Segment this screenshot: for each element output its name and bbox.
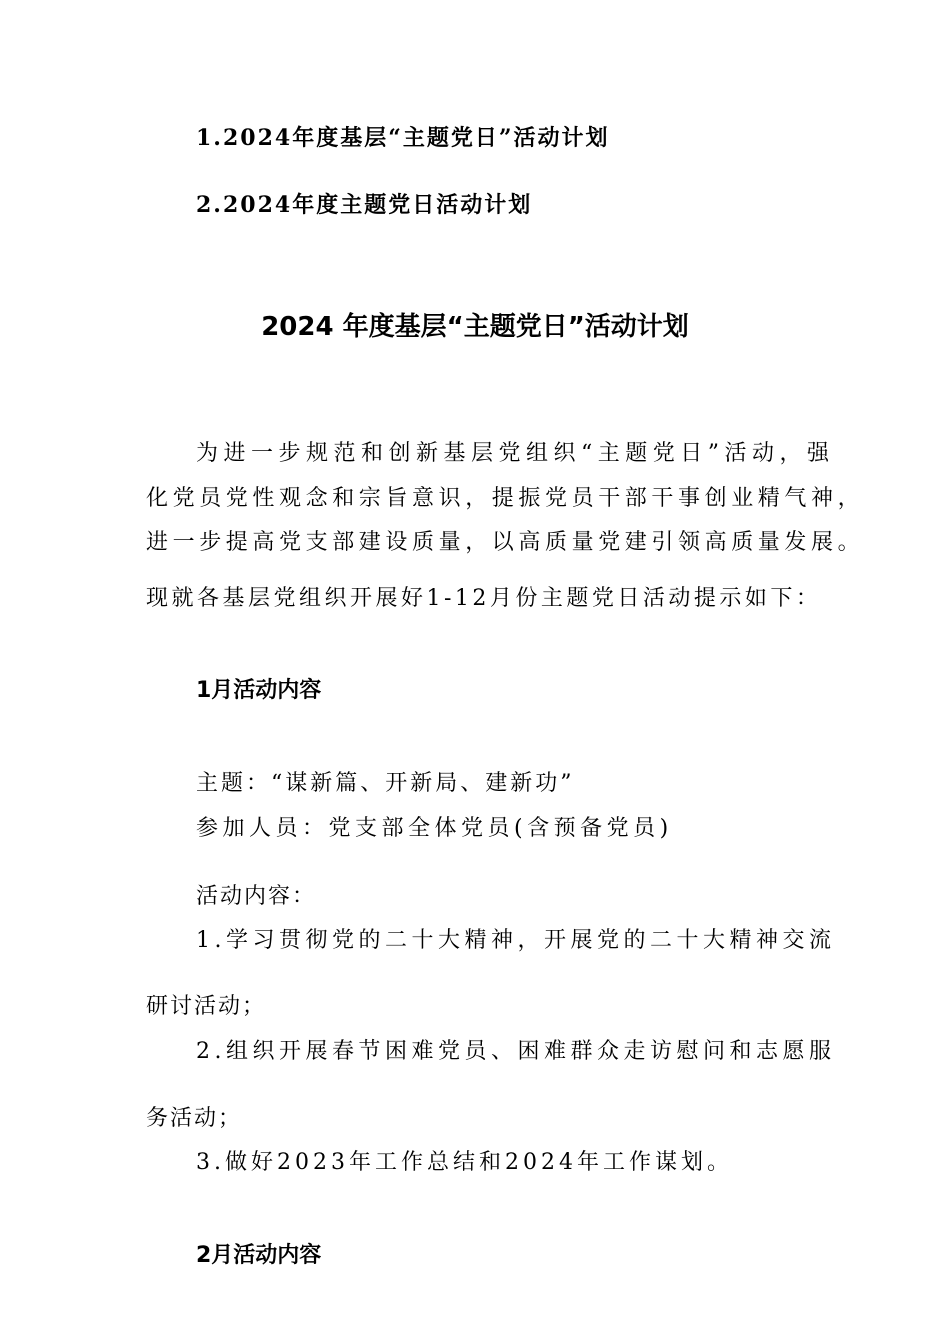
intro-line-1: 为进一步规范和创新基层党组织“主题党日”活动，强 — [196, 441, 835, 466]
intro-line-2: 化党员党性观念和宗旨意识，提振党员干部干事创业精气神， — [146, 486, 865, 511]
toc-item-1: 1.2024年度基层“主题党日”活动计划 — [196, 125, 610, 151]
month1-item-2-cont: 务活动； — [146, 1106, 243, 1131]
month1-item-2: 2.组织开展春节困难党员、困难群众走访慰问和志愿服 — [196, 1039, 836, 1064]
intro-line-3: 进一步提高党支部建设质量，以高质量党建引领高质量发展。 — [146, 530, 865, 555]
month1-heading: 1月活动内容 — [196, 678, 322, 703]
document-title: 2024 年度基层“主题党日”活动计划 — [261, 312, 689, 342]
month1-participants: 参加人员：党支部全体党员(含预备党员) — [196, 816, 673, 841]
toc-item-2: 2.2024年度主题党日活动计划 — [196, 192, 533, 218]
month1-item-1: 1.学习贯彻党的二十大精神，开展党的二十大精神交流 — [196, 928, 836, 953]
month1-item-1-cont: 研讨活动； — [146, 994, 267, 1019]
intro-line-4: 现就各基层党组织开展好1-12月份主题党日活动提示如下： — [146, 586, 822, 611]
month1-theme: 主题：“谋新篇、开新局、建新功” — [196, 771, 575, 796]
month2-heading: 2月活动内容 — [196, 1243, 322, 1268]
month1-item-3: 3.做好2023年工作总结和2024年工作谋划。 — [196, 1150, 733, 1175]
month1-content-label: 活动内容： — [196, 884, 317, 909]
